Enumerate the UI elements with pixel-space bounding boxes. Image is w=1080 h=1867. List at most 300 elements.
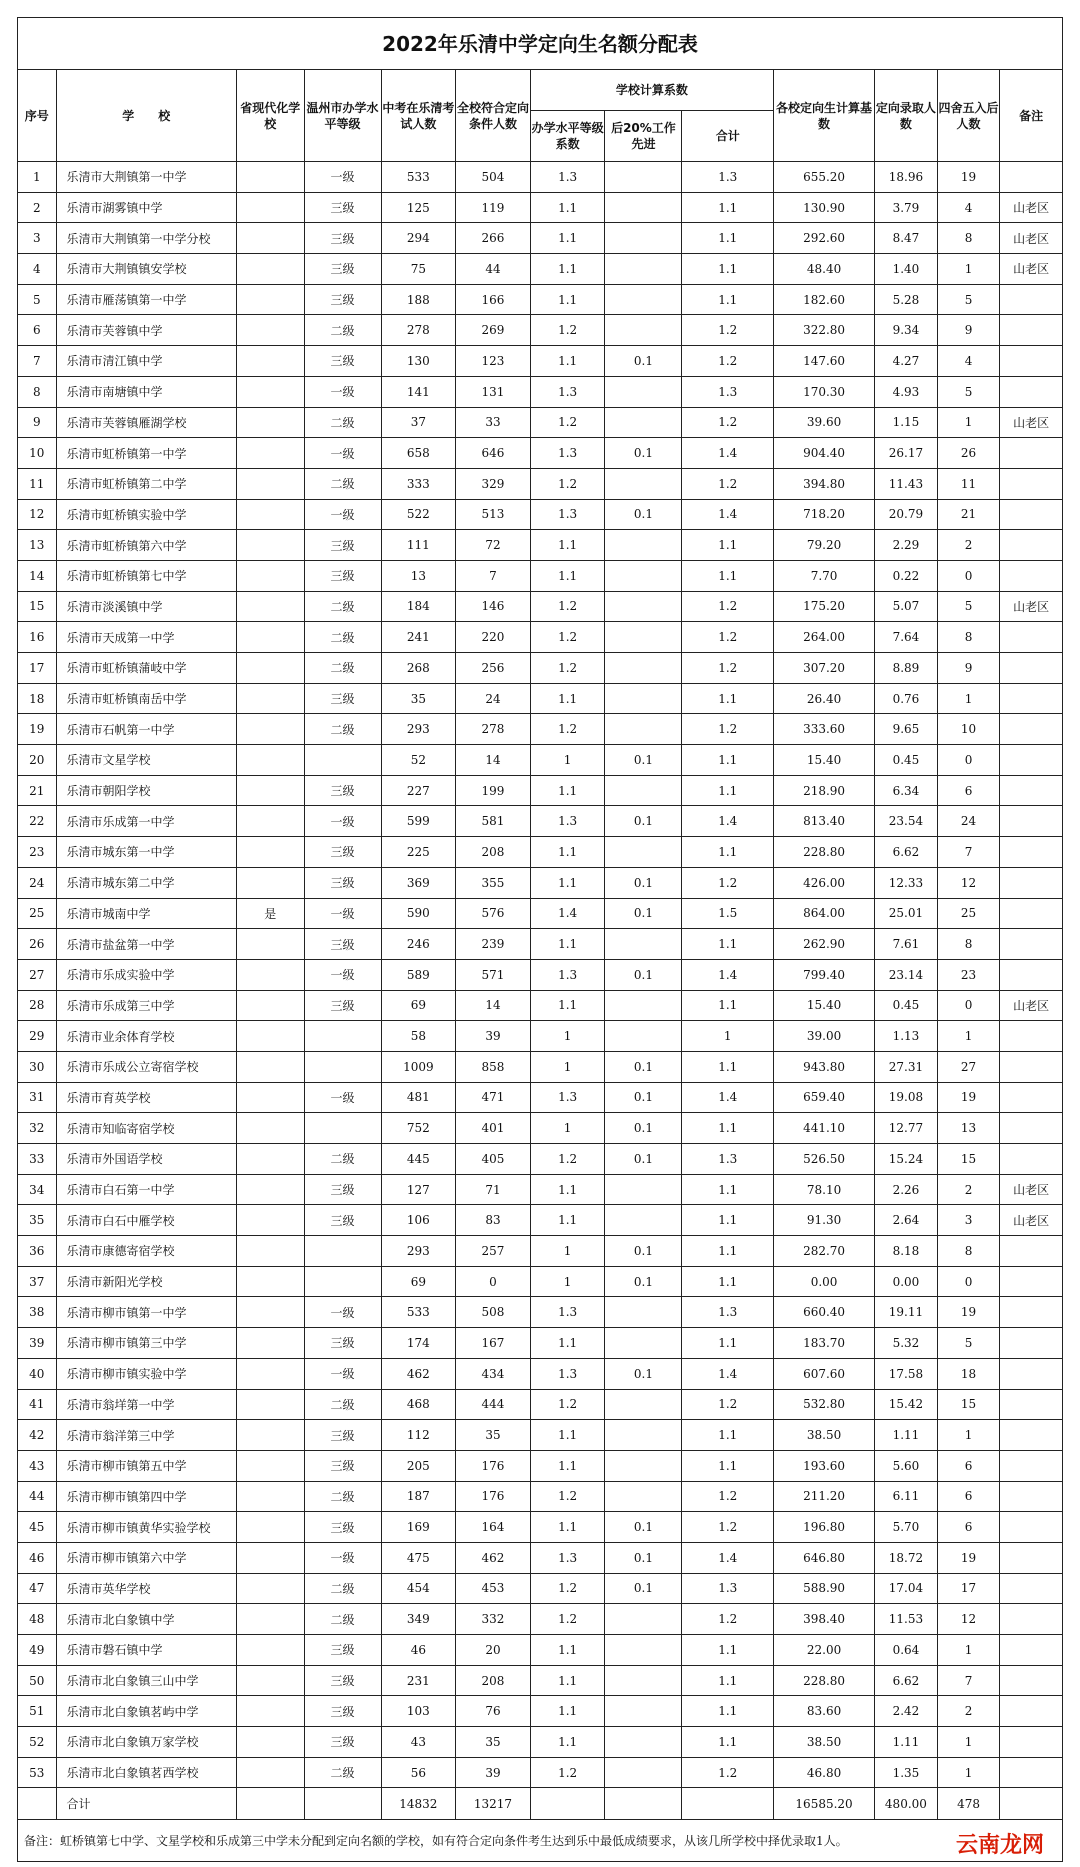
cell-modern-school	[237, 254, 304, 285]
cell-modern-school	[237, 1665, 304, 1696]
cell-base: 646.80	[774, 1542, 875, 1573]
table-row	[18, 959, 1063, 990]
cell-exam-count: 590	[381, 898, 456, 929]
cell-coef-level: 1.1	[530, 346, 605, 377]
cell-modern-school	[237, 1266, 304, 1297]
cell-note: 山老区	[1000, 254, 1063, 285]
cell-rounded: 26	[937, 438, 1000, 469]
cell-coef-level: 1.1	[530, 775, 605, 806]
cell-exam-count: 475	[381, 1542, 456, 1573]
cell-school: 乐清市大荆镇第一中学	[56, 162, 237, 193]
cell-coef-total: 1.1	[682, 837, 774, 868]
cell-base: 15.40	[774, 745, 875, 776]
cell-note	[1000, 653, 1063, 684]
cell-exam-count: 225	[381, 837, 456, 868]
cell-note	[1000, 499, 1063, 530]
cell-coef-bonus	[605, 1727, 682, 1758]
cell-coef-total: 1.1	[682, 223, 774, 254]
cell-level: 三级	[304, 346, 381, 377]
table-row	[18, 1236, 1063, 1267]
table-row	[18, 560, 1063, 591]
cell-coef-level: 1.3	[530, 1358, 605, 1389]
cell-modern-school	[237, 1420, 304, 1451]
cell-note	[1000, 867, 1063, 898]
cell-school: 乐清市柳市镇黄华实验学校	[56, 1512, 237, 1543]
cell-modern-school	[237, 683, 304, 714]
cell-eligible: 24	[456, 683, 531, 714]
cell-seq: 13	[18, 530, 57, 561]
cell-coef-level: 1.1	[530, 1727, 605, 1758]
cell-quota: 6.62	[875, 837, 938, 868]
cell-rounded: 15	[937, 1389, 1000, 1420]
cell-note	[1000, 1450, 1063, 1481]
cell-base: 943.80	[774, 1051, 875, 1082]
cell-school: 乐清市虹桥镇第六中学	[56, 530, 237, 561]
cell-school: 乐清市大荆镇镇安学校	[56, 254, 237, 285]
cell-coef-total: 1.2	[682, 1512, 774, 1543]
cell-coef-bonus: 0.1	[605, 499, 682, 530]
cell-note	[1000, 775, 1063, 806]
cell-coef-bonus: 0.1	[605, 1573, 682, 1604]
cell-coef-total: 1.1	[682, 1328, 774, 1359]
cell-quota: 12.77	[875, 1113, 938, 1144]
cell-eligible: 72	[456, 530, 531, 561]
cell-modern-school	[237, 1297, 304, 1328]
cell-exam-count: 141	[381, 376, 456, 407]
cell-level: 二级	[304, 591, 381, 622]
cell-level	[304, 1021, 381, 1052]
cell-level: 三级	[304, 1328, 381, 1359]
cell-note	[1000, 1144, 1063, 1175]
cell-base: 264.00	[774, 622, 875, 653]
cell-school: 乐清市新阳光学校	[56, 1266, 237, 1297]
cell-seq: 23	[18, 837, 57, 868]
table-row	[18, 162, 1063, 193]
cell-coef-level: 1.1	[530, 284, 605, 315]
cell-seq: 33	[18, 1144, 57, 1175]
cell-level: 一级	[304, 898, 381, 929]
cell-seq: 44	[18, 1481, 57, 1512]
cell-quota: 15.24	[875, 1144, 938, 1175]
cell-coef-bonus	[605, 1389, 682, 1420]
cell-seq: 29	[18, 1021, 57, 1052]
cell-eligible: 646	[456, 438, 531, 469]
cell-modern-school	[237, 438, 304, 469]
cell-base: 38.50	[774, 1727, 875, 1758]
cell-eligible: 462	[456, 1542, 531, 1573]
cell-school: 乐清市乐成实验中学	[56, 959, 237, 990]
cell-coef-bonus	[605, 1420, 682, 1451]
cell-coef-total: 1.2	[682, 867, 774, 898]
cell-coef-bonus	[605, 714, 682, 745]
cell-coef-total: 1.5	[682, 898, 774, 929]
cell-exam-count: 127	[381, 1174, 456, 1205]
cell-coef-total: 1.2	[682, 1389, 774, 1420]
cell-eligible: 434	[456, 1358, 531, 1389]
cell-coef-total: 1.2	[682, 1757, 774, 1788]
cell-rounded: 17	[937, 1573, 1000, 1604]
cell-base: 532.80	[774, 1389, 875, 1420]
cell-coef-level: 1.4	[530, 898, 605, 929]
cell-note	[1000, 162, 1063, 193]
cell-level: 三级	[304, 1174, 381, 1205]
cell-coef-bonus	[605, 1328, 682, 1359]
cell-coef-level: 1	[530, 1236, 605, 1267]
cell-exam-count: 125	[381, 192, 456, 223]
header-eligible: 全校符合定向条件人数	[456, 70, 531, 162]
cell-coef-total: 1.2	[682, 714, 774, 745]
cell-quota: 9.34	[875, 315, 938, 346]
cell-level: 二级	[304, 1481, 381, 1512]
cell-base: 655.20	[774, 162, 875, 193]
cell-seq: 28	[18, 990, 57, 1021]
cell-quota: 3.79	[875, 192, 938, 223]
cell-quota: 15.42	[875, 1389, 938, 1420]
cell-coef-bonus: 0.1	[605, 1113, 682, 1144]
cell-exam-count: 56	[381, 1757, 456, 1788]
cell-base: 130.90	[774, 192, 875, 223]
cell-seq: 11	[18, 468, 57, 499]
cell-exam-count: 184	[381, 591, 456, 622]
cell-base: 659.40	[774, 1082, 875, 1113]
cell-eligible: 332	[456, 1604, 531, 1635]
cell-coef-level: 1.1	[530, 929, 605, 960]
table-row	[18, 530, 1063, 561]
cell-note	[1000, 1727, 1063, 1758]
totals-empty-cell	[1000, 1788, 1063, 1820]
cell-seq: 47	[18, 1573, 57, 1604]
totals-empty-cell	[304, 1788, 381, 1820]
cell-base: 322.80	[774, 315, 875, 346]
table-row	[18, 806, 1063, 837]
cell-modern-school	[237, 775, 304, 806]
cell-eligible: 176	[456, 1450, 531, 1481]
cell-quota: 11.43	[875, 468, 938, 499]
cell-coef-total: 1.3	[682, 1573, 774, 1604]
cell-coef-level: 1	[530, 1113, 605, 1144]
cell-level: 一级	[304, 438, 381, 469]
totals-base: 16585.20	[774, 1788, 875, 1820]
cell-exam-count: 589	[381, 959, 456, 990]
cell-coef-total: 1.1	[682, 775, 774, 806]
cell-seq: 9	[18, 407, 57, 438]
table-row	[18, 714, 1063, 745]
cell-eligible: 278	[456, 714, 531, 745]
header-school: 学 校	[56, 70, 237, 162]
cell-school: 乐清市石帆第一中学	[56, 714, 237, 745]
cell-modern-school	[237, 407, 304, 438]
table-body	[18, 162, 1063, 1788]
cell-quota: 5.32	[875, 1328, 938, 1359]
cell-modern-school	[237, 622, 304, 653]
cell-modern-school	[237, 806, 304, 837]
cell-modern-school	[237, 1635, 304, 1666]
cell-modern-school	[237, 1358, 304, 1389]
cell-school: 乐清市乐成第一中学	[56, 806, 237, 837]
cell-quota: 8.18	[875, 1236, 938, 1267]
header-modern-school: 省现代化学校	[237, 70, 304, 162]
cell-exam-count: 658	[381, 438, 456, 469]
table-row	[18, 1481, 1063, 1512]
cell-level: 一级	[304, 499, 381, 530]
cell-coef-bonus	[605, 1205, 682, 1236]
cell-seq: 14	[18, 560, 57, 591]
cell-quota: 12.33	[875, 867, 938, 898]
cell-coef-level: 1.2	[530, 653, 605, 684]
cell-level: 二级	[304, 407, 381, 438]
cell-seq: 53	[18, 1757, 57, 1788]
cell-quota: 23.54	[875, 806, 938, 837]
cell-modern-school	[237, 1144, 304, 1175]
cell-note	[1000, 468, 1063, 499]
cell-seq: 7	[18, 346, 57, 377]
table-row	[18, 438, 1063, 469]
cell-school: 乐清市湖雾镇中学	[56, 192, 237, 223]
cell-modern-school	[237, 376, 304, 407]
cell-coef-total: 1.2	[682, 346, 774, 377]
cell-coef-level: 1.1	[530, 223, 605, 254]
cell-level: 二级	[304, 622, 381, 653]
cell-level: 三级	[304, 560, 381, 591]
cell-exam-count: 111	[381, 530, 456, 561]
cell-modern-school	[237, 530, 304, 561]
cell-level: 二级	[304, 714, 381, 745]
cell-exam-count: 188	[381, 284, 456, 315]
cell-coef-total: 1.3	[682, 162, 774, 193]
cell-base: 38.50	[774, 1420, 875, 1451]
cell-note	[1000, 315, 1063, 346]
cell-coef-bonus	[605, 1604, 682, 1635]
cell-seq: 36	[18, 1236, 57, 1267]
cell-quota: 2.26	[875, 1174, 938, 1205]
cell-base: 813.40	[774, 806, 875, 837]
cell-eligible: 444	[456, 1389, 531, 1420]
cell-note: 山老区	[1000, 1205, 1063, 1236]
cell-rounded: 8	[937, 929, 1000, 960]
cell-coef-level: 1	[530, 1021, 605, 1052]
cell-seq: 8	[18, 376, 57, 407]
cell-school: 乐清市外国语学校	[56, 1144, 237, 1175]
cell-exam-count: 112	[381, 1420, 456, 1451]
cell-rounded: 24	[937, 806, 1000, 837]
cell-coef-total: 1.1	[682, 1450, 774, 1481]
totals-quota: 480.00	[875, 1788, 938, 1820]
cell-eligible: 76	[456, 1696, 531, 1727]
table-row	[18, 1082, 1063, 1113]
cell-base: 228.80	[774, 1665, 875, 1696]
table-row	[18, 499, 1063, 530]
totals-eligible: 13217	[456, 1788, 531, 1820]
cell-coef-level: 1.3	[530, 438, 605, 469]
cell-exam-count: 445	[381, 1144, 456, 1175]
cell-rounded: 1	[937, 407, 1000, 438]
cell-quota: 18.72	[875, 1542, 938, 1573]
header-coef-total: 合计	[682, 111, 774, 162]
cell-base: 526.50	[774, 1144, 875, 1175]
cell-eligible: 0	[456, 1266, 531, 1297]
cell-quota: 1.11	[875, 1420, 938, 1451]
header-rounded: 四舍五入后人数	[937, 70, 1000, 162]
cell-coef-bonus	[605, 530, 682, 561]
cell-exam-count: 462	[381, 1358, 456, 1389]
cell-coef-bonus	[605, 376, 682, 407]
table-row	[18, 1420, 1063, 1451]
cell-rounded: 12	[937, 1604, 1000, 1635]
cell-school: 乐清市白石第一中学	[56, 1174, 237, 1205]
cell-rounded: 9	[937, 315, 1000, 346]
cell-eligible: 39	[456, 1021, 531, 1052]
cell-eligible: 14	[456, 990, 531, 1021]
cell-base: 22.00	[774, 1635, 875, 1666]
cell-exam-count: 75	[381, 254, 456, 285]
table-row	[18, 591, 1063, 622]
table-row	[18, 1542, 1063, 1573]
cell-seq: 52	[18, 1727, 57, 1758]
table-row	[18, 1450, 1063, 1481]
cell-level: 三级	[304, 192, 381, 223]
cell-seq: 42	[18, 1420, 57, 1451]
cell-level: 一级	[304, 806, 381, 837]
table-row	[18, 376, 1063, 407]
cell-coef-level: 1.2	[530, 714, 605, 745]
cell-quota: 5.28	[875, 284, 938, 315]
cell-coef-total: 1.3	[682, 1297, 774, 1328]
cell-level: 三级	[304, 1450, 381, 1481]
cell-coef-bonus	[605, 223, 682, 254]
table-row	[18, 192, 1063, 223]
cell-coef-level: 1.3	[530, 959, 605, 990]
cell-note	[1000, 1082, 1063, 1113]
cell-coef-bonus	[605, 653, 682, 684]
cell-coef-level: 1.1	[530, 192, 605, 223]
cell-seq: 32	[18, 1113, 57, 1144]
cell-rounded: 23	[937, 959, 1000, 990]
cell-base: 175.20	[774, 591, 875, 622]
cell-school: 乐清市天成第一中学	[56, 622, 237, 653]
cell-level: 一级	[304, 1297, 381, 1328]
cell-exam-count: 294	[381, 223, 456, 254]
cell-rounded: 7	[937, 837, 1000, 868]
cell-modern-school	[237, 192, 304, 223]
totals-empty-cell	[237, 1788, 304, 1820]
cell-eligible: 35	[456, 1727, 531, 1758]
header-seq: 序号	[18, 70, 57, 162]
cell-coef-level: 1.1	[530, 1512, 605, 1543]
cell-modern-school	[237, 1727, 304, 1758]
cell-eligible: 71	[456, 1174, 531, 1205]
cell-school: 乐清市虹桥镇南岳中学	[56, 683, 237, 714]
table-row	[18, 1051, 1063, 1082]
cell-eligible: 35	[456, 1420, 531, 1451]
cell-level: 三级	[304, 223, 381, 254]
cell-eligible: 471	[456, 1082, 531, 1113]
cell-coef-level: 1.2	[530, 407, 605, 438]
cell-seq: 30	[18, 1051, 57, 1082]
cell-rounded: 6	[937, 1512, 1000, 1543]
cell-level	[304, 745, 381, 776]
cell-level: 三级	[304, 867, 381, 898]
cell-note	[1000, 1573, 1063, 1604]
cell-base: 48.40	[774, 254, 875, 285]
table-row	[18, 1727, 1063, 1758]
cell-coef-level: 1.3	[530, 1297, 605, 1328]
cell-level: 二级	[304, 1389, 381, 1420]
cell-coef-total: 1.4	[682, 1082, 774, 1113]
cell-coef-bonus	[605, 775, 682, 806]
cell-coef-total: 1.2	[682, 1604, 774, 1635]
cell-coef-level: 1.1	[530, 990, 605, 1021]
cell-coef-level: 1.1	[530, 1328, 605, 1359]
cell-seq: 18	[18, 683, 57, 714]
cell-coef-total: 1.2	[682, 653, 774, 684]
cell-base: 170.30	[774, 376, 875, 407]
cell-eligible: 83	[456, 1205, 531, 1236]
cell-eligible: 33	[456, 407, 531, 438]
cell-level: 二级	[304, 1573, 381, 1604]
cell-eligible: 164	[456, 1512, 531, 1543]
cell-coef-bonus	[605, 254, 682, 285]
cell-school: 乐清市英华学校	[56, 1573, 237, 1604]
cell-coef-level: 1.1	[530, 1420, 605, 1451]
table-row	[18, 1389, 1063, 1420]
cell-coef-bonus: 0.1	[605, 1082, 682, 1113]
cell-coef-bonus	[605, 284, 682, 315]
cell-school: 乐清市知临寄宿学校	[56, 1113, 237, 1144]
cell-coef-level: 1.1	[530, 254, 605, 285]
cell-rounded: 19	[937, 162, 1000, 193]
cell-coef-level: 1.1	[530, 683, 605, 714]
cell-eligible: 858	[456, 1051, 531, 1082]
cell-note	[1000, 1604, 1063, 1635]
table-row	[18, 775, 1063, 806]
cell-quota: 0.00	[875, 1266, 938, 1297]
table-row	[18, 1573, 1063, 1604]
cell-seq: 16	[18, 622, 57, 653]
cell-modern-school	[237, 1542, 304, 1573]
cell-note	[1000, 898, 1063, 929]
cell-school: 乐清市柳市镇第四中学	[56, 1481, 237, 1512]
cell-seq: 49	[18, 1635, 57, 1666]
cell-level: 二级	[304, 1604, 381, 1635]
cell-seq: 51	[18, 1696, 57, 1727]
cell-coef-level: 1	[530, 1266, 605, 1297]
totals-row	[18, 1788, 1063, 1820]
cell-level: 一级	[304, 1082, 381, 1113]
cell-level: 三级	[304, 929, 381, 960]
cell-modern-school: 是	[237, 898, 304, 929]
cell-seq: 1	[18, 162, 57, 193]
cell-base: 864.00	[774, 898, 875, 929]
table-row	[18, 990, 1063, 1021]
cell-seq: 6	[18, 315, 57, 346]
cell-seq: 43	[18, 1450, 57, 1481]
cell-school: 乐清市康德寄宿学校	[56, 1236, 237, 1267]
cell-eligible: 44	[456, 254, 531, 285]
cell-coef-level: 1.1	[530, 1174, 605, 1205]
cell-base: 394.80	[774, 468, 875, 499]
cell-level: 二级	[304, 315, 381, 346]
cell-seq: 45	[18, 1512, 57, 1543]
cell-coef-total: 1.1	[682, 1635, 774, 1666]
cell-quota: 6.11	[875, 1481, 938, 1512]
cell-modern-school	[237, 837, 304, 868]
cell-base: 26.40	[774, 683, 875, 714]
table-row	[18, 745, 1063, 776]
cell-seq: 21	[18, 775, 57, 806]
cell-quota: 20.79	[875, 499, 938, 530]
cell-coef-total: 1.1	[682, 192, 774, 223]
cell-base: 91.30	[774, 1205, 875, 1236]
